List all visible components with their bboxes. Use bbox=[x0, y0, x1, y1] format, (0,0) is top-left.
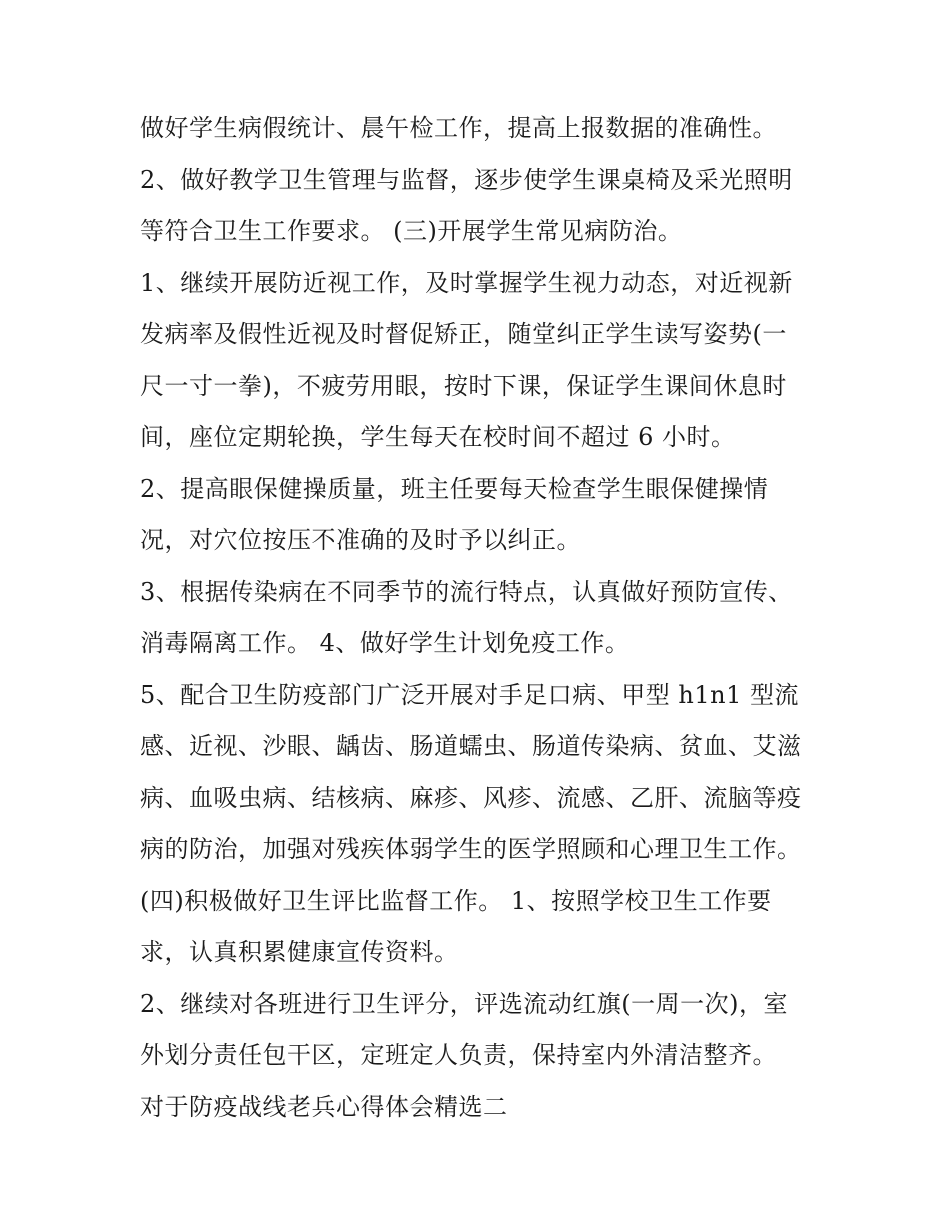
text-line: 2、做好教学卫生管理与监督，逐步使学生课桌椅及采光照明 bbox=[140, 166, 793, 194]
text-line: 发病率及假性近视及时督促矫正，随堂纠正学生读写姿势(一 bbox=[140, 320, 787, 348]
text-line: 5、配合卫生防疫部门广泛开展对手足口病、甲型 h1n1 型流 bbox=[140, 681, 799, 709]
text-line: 等符合卫生工作要求。 (三)开展学生常见病防治。 bbox=[140, 217, 683, 245]
text-line: 1、继续开展防近视工作，及时掌握学生视力动态，对近视新 bbox=[140, 269, 793, 297]
text-line: 3、根据传染病在不同季节的流行特点，认真做好预防宣传、 bbox=[140, 578, 793, 606]
text-line: 感、近视、沙眼、龋齿、肠道蠕虫、肠道传染病、贫血、艾滋 bbox=[140, 732, 802, 760]
text-line: 尺一寸一拳)，不疲劳用眼，按时下课，保证学生课间休息时 bbox=[140, 372, 787, 400]
text-line: 病的防治，加强对残疾体弱学生的医学照顾和心理卫生工作。 bbox=[140, 835, 802, 863]
text-line: 消毒隔离工作。 4、做好学生计划免疫工作。 bbox=[140, 629, 630, 657]
text-line: 间，座位定期轮换，学生每天在校时间不超过 6 小时。 bbox=[140, 423, 736, 451]
section-heading: 对于防疫战线老兵心得体会精选二 bbox=[140, 1093, 508, 1121]
text-line: 2、提高眼保健操质量，班主任要每天检查学生眼保健操情 bbox=[140, 475, 769, 503]
text-line: 外划分责任包干区，定班定人负责，保持室内外清洁整齐。 bbox=[140, 1041, 777, 1069]
text-line: 做好学生病假统计、晨午检工作，提高上报数据的准确性。 bbox=[140, 114, 777, 142]
text-line: 2、继续对各班进行卫生评分，评选流动红旗(一周一次)，室 bbox=[140, 990, 788, 1018]
text-line: 况，对穴位按压不准确的及时予以纠正。 bbox=[140, 526, 581, 554]
text-line: 求，认真积累健康宣传资料。 bbox=[140, 938, 459, 966]
text-line: 病、血吸虫病、结核病、麻疹、风疹、流感、乙肝、流脑等疫 bbox=[140, 784, 802, 812]
text-line: (四)积极做好卫生评比监督工作。 1、按照学校卫生工作要 bbox=[140, 887, 772, 915]
